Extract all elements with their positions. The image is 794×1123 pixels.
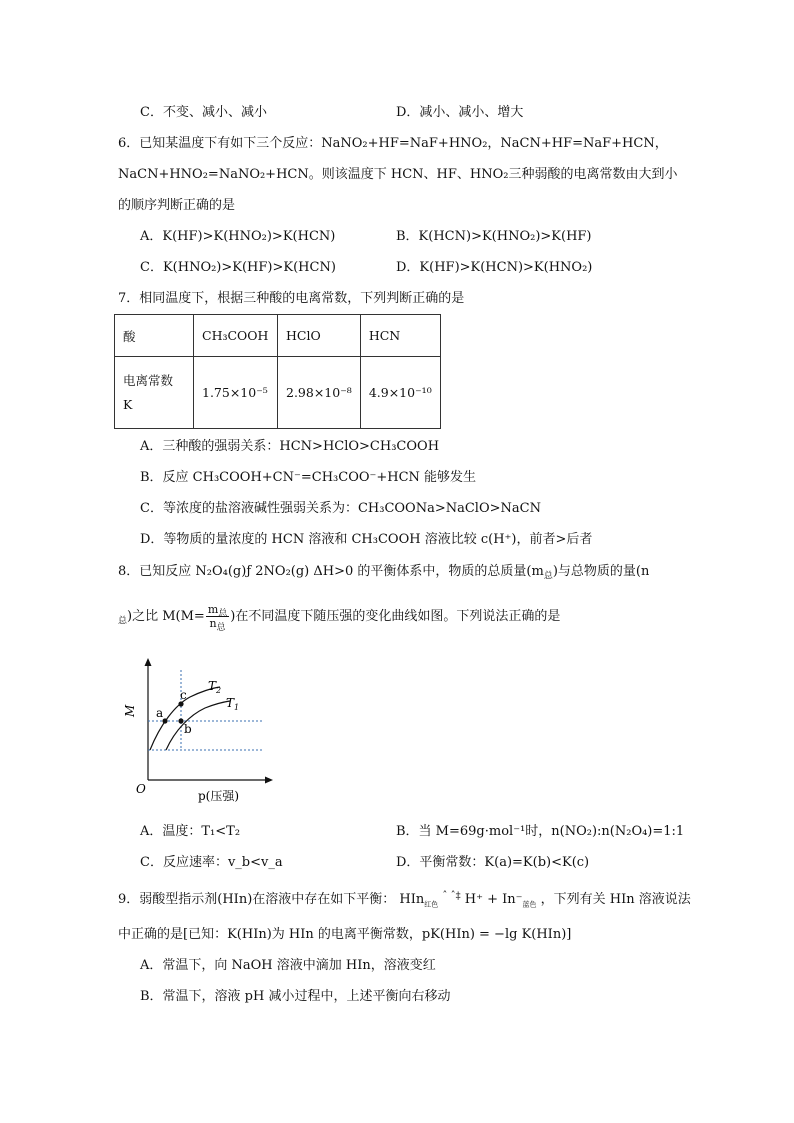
table-cell-ch3cooh: CH₃COOH	[194, 315, 278, 357]
q5-option-d: D．减小、减小、增大	[396, 105, 524, 120]
q9-stem-part1: 9．弱酸型指示剂(HIn)在溶液中存在如下平衡：	[118, 892, 396, 907]
label-t2: $T_2$	[208, 679, 222, 695]
q7-option-b: B．反应 CH₃COOH+CN⁻=CH₃COO⁻+HCN 能够发生	[140, 470, 477, 485]
pressure-molar-mass-graph	[120, 655, 280, 805]
q6-stem-line2: NaCN+HNO₂=NaNO₂+HCN。则该温度下 HCN、HF、HNO₂三种弱酸的电离常数由大到小	[118, 167, 678, 182]
k-label-line1: 电离常数	[123, 372, 174, 388]
q8-stem-part4: )在不同温度下随压强的变化曲线如图。下列说法正确的是	[230, 609, 561, 624]
q8-option-d: D．平衡常数：K(a)=K(b)<K(c)	[396, 855, 590, 870]
eq-hin-color: 红色	[424, 900, 439, 909]
q6-option-b: B．K(HCN)>K(HNO₂)>K(HF)	[396, 229, 592, 244]
x-axis-label: p(压强)	[198, 789, 240, 803]
eq-hin: HIn	[399, 892, 425, 907]
point-b	[178, 718, 183, 723]
q7-option-a: A．三种酸的强弱关系：HCN>HClO>CH₃COOH	[140, 439, 440, 454]
fraction-denominator-sub: 总	[216, 623, 226, 634]
q8-stem-part3: )之比 M(M=	[127, 609, 205, 624]
table-cell-k-label	[115, 357, 194, 429]
x-axis-arrow	[265, 777, 273, 784]
q8-stem-line2	[118, 600, 560, 634]
label-c: c	[180, 688, 187, 702]
table-cell-k2: 2.98×10⁻⁸	[278, 357, 361, 429]
k-label-line2: K	[123, 396, 133, 412]
q6-option-c: C．K(HNO₂)>K(HF)>K(HCN)	[140, 260, 336, 275]
equilibrium-equation	[399, 892, 540, 907]
fraction-numerator-sub: 总	[218, 609, 228, 620]
q9-stem-part2: ，下列有关 HIn 溶液说法	[540, 892, 691, 907]
q7-option-d: D．等物质的量浓度的 HCN 溶液和 CH₃COOH 溶液比较 c(H⁺)，前者>后者	[140, 532, 593, 547]
q8-stem-line1	[118, 563, 649, 581]
q6-stem-line1: 6．已知某温度下有如下三个反应：NaNO₂+HF=NaF+HNO₂，NaCN+HF=NaF+HCN，	[118, 136, 668, 151]
q8-option-b: B．当 M=69g·mol⁻¹时，n(NO₂):n(N₂O₄)=1:1	[396, 824, 685, 839]
point-c	[178, 701, 183, 706]
acid-constant-table	[114, 314, 441, 429]
q6-option-d: D．K(HF)>K(HCN)>K(HNO₂)	[396, 260, 593, 275]
table-cell-acid-header: 酸	[115, 315, 194, 357]
table-cell-k1: 1.75×10⁻⁵	[194, 357, 278, 429]
q9-option-a: A．常温下，向 NaOH 溶液中滴加 HIn，溶液变红	[140, 958, 436, 973]
fraction-numerator: m	[207, 603, 219, 616]
q9-option-b: B．常温下，溶液 pH 减小过程中，上述平衡向右移动	[140, 989, 451, 1004]
table-cell-hcn: HCN	[360, 315, 440, 357]
q9-stem-line1	[118, 888, 691, 909]
q6-option-a: A．K(HF)>K(HNO₂)>K(HCN)	[140, 229, 336, 244]
eq-products: H⁺ + In⁻	[464, 892, 523, 907]
q8-stem-part1: 8．已知反应 N₂O₄(g)ƒ 2NO₂(g) ΔH>0 的平衡体系中，物质的总质量(m	[118, 564, 544, 579]
q8-stem-sub2: 总	[118, 616, 128, 627]
table-header-row	[115, 315, 441, 357]
origin-label: O	[136, 782, 146, 796]
q7-option-c: C．等浓度的盐溶液碱性强弱关系为：CH₃COONa>NaClO>NaCN	[140, 501, 541, 516]
q9-stem-line2: 中正确的是[已知：K(HIn)为 HIn 的电离平衡常数，pK(HIn) = −lg K(HIn)]	[118, 927, 572, 942]
table-row-constants	[115, 357, 441, 429]
table-cell-hclo: HClO	[278, 315, 361, 357]
q6-stem-line3: 的顺序判断正确的是	[118, 198, 236, 213]
q8-option-c: C．反应速率：v_b<v_a	[140, 855, 283, 870]
point-a	[162, 718, 167, 723]
label-b: b	[184, 722, 192, 736]
label-t1: $T_1$	[226, 696, 240, 712]
q7-stem: 7．相同温度下，根据三种酸的电离常数，下列判断正确的是	[118, 291, 465, 306]
table-cell-k3: 4.9×10⁻¹⁰	[360, 357, 440, 429]
eq-arrow: ˆ ˆ‡	[442, 891, 461, 902]
molar-mass-fraction	[206, 603, 229, 634]
q8-stem-sub1: 总	[543, 571, 553, 582]
q8-option-a: A．温度：T₁<T₂	[140, 824, 241, 839]
fraction-denominator: n	[209, 617, 217, 630]
q5-option-c: C．不变、减小、减小	[140, 105, 267, 120]
label-a: a	[156, 706, 164, 720]
q8-stem-part2: )与总物质的量(n	[552, 564, 650, 579]
eq-in-color: 蓝色	[522, 900, 537, 909]
y-axis-label: M	[123, 704, 137, 717]
y-axis-arrow	[145, 658, 152, 666]
